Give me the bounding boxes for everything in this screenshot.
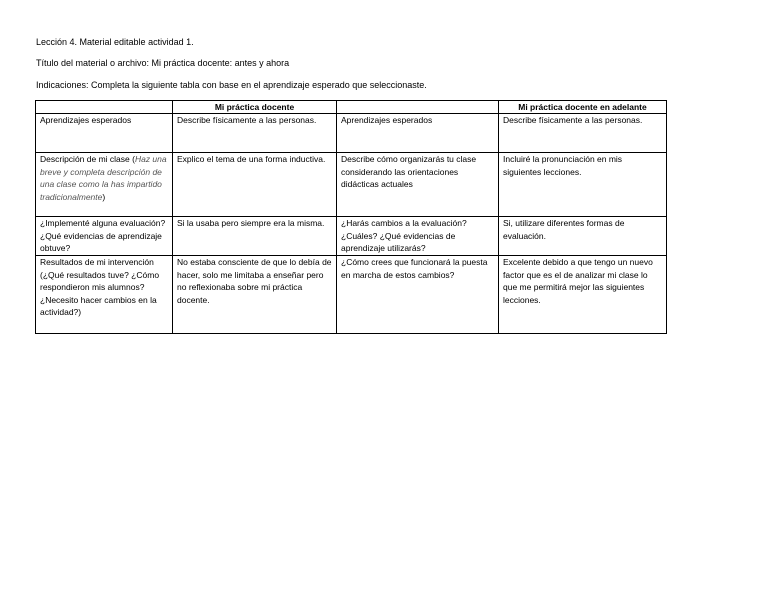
table-row: [36, 256, 667, 334]
header-cell-current-practice: Mi práctica docente: [173, 101, 337, 114]
lesson-title: Lección 4. Material editable actividad 1.: [36, 37, 194, 47]
table-cell: ¿Cómo crees que funcionará la puesta en marcha de estos cambios?: [337, 256, 499, 334]
table-cell: Aprendizajes esperados: [337, 114, 499, 153]
header-cell-empty-1: [36, 101, 173, 114]
class-description-hint: Haz una breve y completa descripción de una clase como la has impartido tradicionalmente: [40, 154, 167, 202]
table-cell: No estaba consciente de que lo debía de hacer, solo me limitaba a enseñar pero no reflexionaba sobre mi práctica docente.: [173, 256, 337, 334]
table-row: [36, 153, 667, 217]
table-cell: Describe físicamente a las personas.: [499, 114, 667, 153]
practice-table: [35, 100, 667, 334]
table-row: [36, 217, 667, 256]
table-cell: Si, utilizare diferentes formas de evaluación.: [499, 217, 667, 256]
table-cell: [36, 153, 173, 217]
table-cell: Si la usaba pero siempre era la misma.: [173, 217, 337, 256]
table-header-row: [36, 101, 667, 114]
table-cell: Aprendizajes esperados: [36, 114, 173, 153]
table-cell: Excelente debido a que tengo un nuevo factor que es el de analizar mi clase lo que me permitirá mejor las siguientes lecciones.: [499, 256, 667, 334]
table-cell: ¿Harás cambios a la evaluación? ¿Cuáles? ¿Qué evidencias de aprendizaje utilizarás?: [337, 217, 499, 256]
header-cell-future-practice: Mi práctica docente en adelante: [499, 101, 667, 114]
table-cell: Describe físicamente a las personas.: [173, 114, 337, 153]
instructions-text: Indicaciones: Completa la siguiente tabla con base en el aprendizaje esperado que seleccionaste.: [36, 80, 427, 90]
table-cell: ¿Implementé alguna evaluación? ¿Qué evidencias de aprendizaje obtuve?: [36, 217, 173, 256]
class-description-label: Descripción de mi clase (: [40, 154, 135, 164]
class-description-close: ): [102, 191, 106, 202]
material-title: Título del material o archivo: Mi práctica docente: antes y ahora: [36, 58, 290, 68]
table-cell: Describe cómo organizarás tu clase considerando las orientaciones didácticas actuales: [337, 153, 499, 217]
table-cell: Resultados de mi intervención (¿Qué resultados tuve? ¿Cómo respondieron mis alumnos? ¿Necesito hacer cambios en la actividad?): [36, 256, 173, 334]
table-cell: Explico el tema de una forma inductiva.: [173, 153, 337, 217]
table-cell: Incluiré la pronunciación en mis siguientes lecciones.: [499, 153, 667, 217]
header-cell-empty-2: [337, 101, 499, 114]
table-row: [36, 114, 667, 153]
